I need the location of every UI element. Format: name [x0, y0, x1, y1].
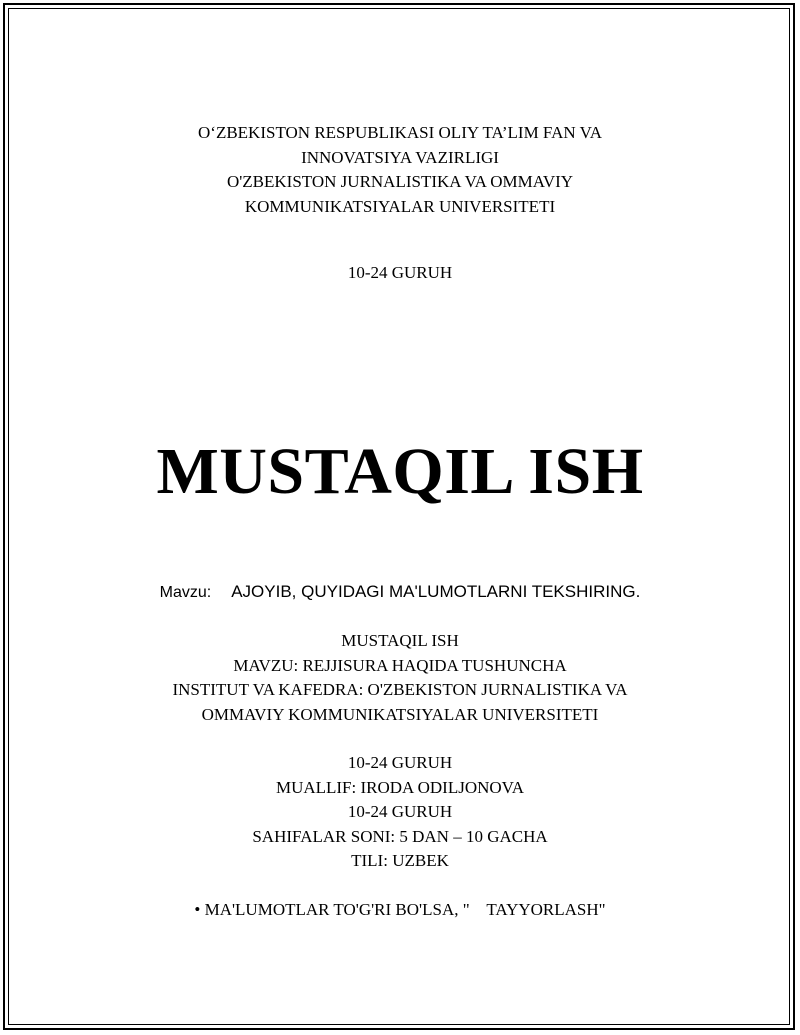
- topic-row: [0, 582, 800, 602]
- document-title: MUSTAQIL ISH: [156, 435, 644, 508]
- info-line-2: MUALLIF: IRODA ODILJONOVA: [275, 777, 525, 797]
- details-line-1: MUSTAQIL ISH: [341, 631, 459, 650]
- info-line-5: TILI: UZBEK: [351, 851, 449, 870]
- details-block: [0, 629, 800, 727]
- group-label: [0, 261, 800, 286]
- details-line-2: MAVZU: REJJISURA HAQIDA TUSHUNCHA: [233, 655, 567, 675]
- header-line-1: O‘ZBEKISTON RESPUBLIKASI OLIY TA’LIM FAN VA: [198, 123, 602, 142]
- header-line-2: INNOVATSIYA VAZIRLIGI: [301, 147, 499, 167]
- info-line-3: 10-24 GURUH: [347, 802, 453, 821]
- header-line-4: KOMMUNIKATSIYALAR UNIVERSITETI: [244, 196, 556, 216]
- info-line-4: SAHIFALAR SONI: 5 DAN – 10 GACHA: [252, 826, 548, 846]
- info-block: [0, 751, 800, 874]
- topic-text: AJOYIB, QUYIDAGI MA'LUMOTLARNI TEKSHIRING.: [231, 582, 641, 601]
- note-text: • MA'LUMOTLAR TO'G'RI BO'LSA, " TAYYORLASH": [194, 900, 606, 919]
- header-line-3: O'ZBEKISTON JURNALISTIKA VA OMMAVIY: [226, 172, 574, 191]
- note-block: [0, 898, 800, 923]
- group-text: 10-24 GURUH: [347, 263, 453, 282]
- ministry-header: [0, 121, 800, 219]
- details-line-3: INSTITUT VA KAFEDRA: O'ZBEKISTON JURNALISTIKA VA: [172, 680, 628, 699]
- details-line-4: OMMAVIY KOMMUNIKATSIYALAR UNIVERSITETI: [201, 704, 599, 724]
- topic-label: Mavzu:: [159, 584, 212, 601]
- info-line-1: 10-24 GURUH: [347, 753, 453, 772]
